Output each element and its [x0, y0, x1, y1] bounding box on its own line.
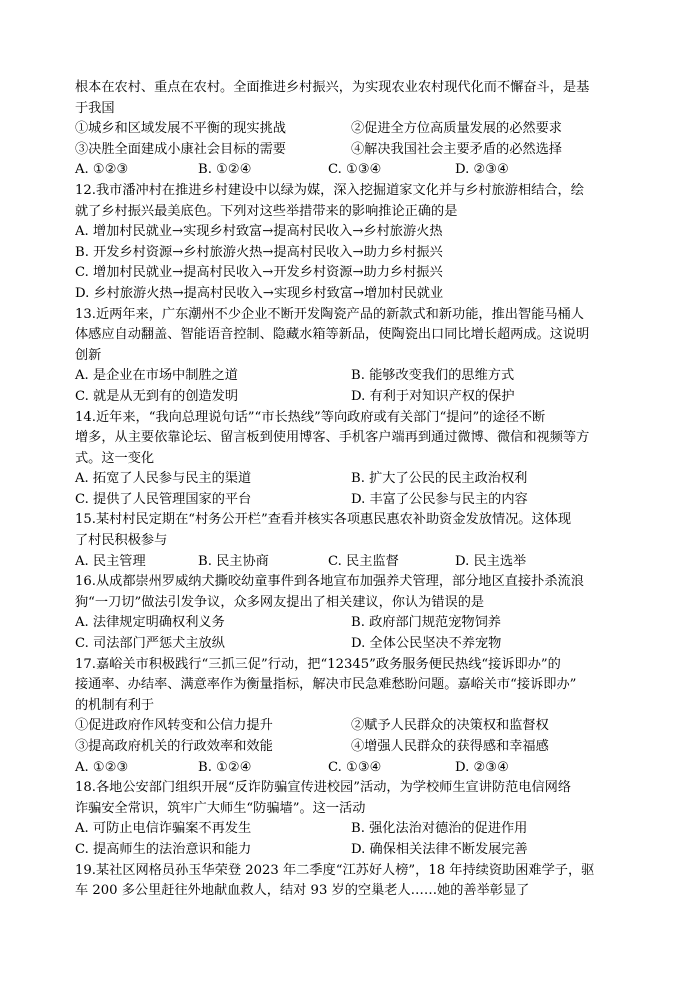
option-c: C. 就是从无到有的创造发明	[75, 388, 239, 404]
option-a: A. 增加村民就业→实现乡村致富→提高村民收入→乡村旅游火热	[75, 224, 443, 240]
option-b: B. ①②④	[198, 162, 252, 178]
option-a: A. 是企业在市场中制胜之道	[75, 368, 238, 384]
statement-row	[75, 140, 625, 161]
question-11	[75, 78, 625, 181]
question-stem-line: 增多，从主要依靠论坛、留言板到使用博客、手机客户端再到通过微博、微信和视频等方	[75, 430, 590, 446]
question-stem-line: 18.各地公安部门组织开展“反诈防骗宣传进校园”活动，为学校师生宣讲防范电信网络	[75, 780, 572, 796]
option-row	[75, 634, 625, 655]
question-stem-line: 14.近年来，“我向总理说句话”“市长热线”等向政府或有关部门“提问”的途径不断	[75, 409, 546, 425]
option-b: B. 强化法治对德治的促进作用	[351, 821, 528, 837]
question-stem-line: 就了乡村振兴最美底色。下列对这些举措带来的影响推论正确的是	[75, 203, 458, 219]
statement-item: ④增强人民群众的获得感和幸福感	[351, 739, 549, 754]
option-d: D. 确保相关法律不断发展完善	[351, 841, 528, 857]
question-stem-line: 诈骗安全常识，筑牢广大师生“防骗墙”。这一活动	[75, 800, 366, 816]
option-d: D. ②③④	[455, 759, 509, 775]
option-a: A. ①②③	[75, 759, 129, 775]
question-stem-line: 车 200 多公里赶往外地献血救人，结对 93 岁的空巢老人……她的善举彰显了	[75, 883, 530, 899]
option-row	[75, 469, 625, 490]
question-stem-line: 17.嘉峪关市积极践行“三抓三促”行动，把“12345”政务服务便民热线“接诉即办”的	[75, 656, 561, 672]
option-d: D. 全体公民坚决不养宠物	[351, 636, 502, 652]
statement-item: ①城乡和区域发展不平衡的现实挑战	[75, 121, 286, 137]
option-row	[75, 758, 625, 779]
question-15	[75, 510, 625, 572]
question-14	[75, 408, 625, 511]
question-stem-line: 于我国	[75, 100, 115, 116]
option-c: C. 司法部门严惩犬主放纵	[75, 636, 225, 652]
statement-row	[75, 737, 625, 758]
option-c: C. 提高师生的法治意识和能力	[75, 841, 252, 857]
option-d: D. ②③④	[455, 162, 509, 178]
option-row	[75, 819, 625, 840]
question-stem-line: 狗“一刀切”做法引发争议，众多网友提出了相关建议，你认为错误的是	[75, 594, 485, 610]
exam-page	[75, 78, 625, 902]
question-18	[75, 778, 625, 860]
option-c: C. ①③④	[328, 162, 382, 178]
option-d: D. 民主选举	[455, 553, 527, 569]
question-stem-line: 创新	[75, 347, 102, 363]
option-row	[75, 160, 625, 181]
question-stem-line: 15.某村村民定期在“村务公开栏”查看并核实各项惠民惠农补助资金发放情况。这体现	[75, 512, 572, 528]
statement-item: ③提高政府机关的行政效率和效能	[75, 739, 273, 754]
question-stem-line: 12.我市潘冲村在推进乡村建设中以绿为媒，深入挖掘道家文化并与乡村旅游相结合，绘	[75, 182, 584, 198]
question-stem-line: 接通率、办结率、满意率作为衡量指标，解决市民急难愁盼问题。嘉峪关市“接诉即办”	[75, 677, 577, 693]
option-d: D. 丰富了公民参与民主的内容	[351, 491, 528, 507]
option-b: B. 能够改变我们的思维方式	[351, 368, 515, 384]
question-stem-line: 根本在农村、重点在农村。全面推进乡村振兴，为实现农业农村现代化而不懈奋斗，是基	[75, 80, 590, 95]
option-a: A. 法律规定明确权利义务	[75, 615, 225, 631]
option-b: B. 政府部门规范宠物饲养	[351, 615, 501, 631]
option-c: C. 提供了人民管理国家的平台	[75, 491, 252, 507]
question-stem-line: 了村民积极参与	[75, 533, 168, 549]
option-c: C. 民主监督	[328, 553, 399, 569]
option-row	[75, 490, 625, 511]
statement-item: ④解决我国社会主要矛盾的必然选择	[351, 141, 562, 157]
option-a: A. 民主管理	[75, 553, 146, 569]
option-row	[75, 840, 625, 861]
statement-item: ②赋予人民群众的决策权和监督权	[351, 718, 549, 734]
option-d: D. 乡村旅游火热→提高村民收入→实现乡村致富→增加村民就业	[75, 285, 444, 301]
statement-item: ②促进全方位高质量发展的必然要求	[351, 121, 562, 137]
option-d: D. 有利于对知识产权的保护	[351, 388, 515, 404]
option-a: A. ①②③	[75, 162, 129, 178]
question-stem-line: 13.近两年来，广东潮州不少企业不断开发陶瓷产品的新款式和新功能，推出智能马桶人	[75, 306, 584, 322]
statement-row	[75, 119, 625, 140]
option-a: A. 可防止电信诈骗案不再发生	[75, 821, 252, 837]
question-stem-line: 体感应自动翻盖、智能语音控制、隐藏水箱等新品，使陶瓷出口同比增长超两成。这说明	[75, 327, 590, 343]
question-stem-line: 的机制有利于	[75, 697, 155, 713]
question-stem-line: 19.某社区网格员孙玉华荣登 2023 年二季度“江苏好人榜”，18 年持续资助困难学子，驱	[75, 862, 595, 878]
option-row	[75, 613, 625, 634]
option-b: B. 民主协商	[198, 553, 269, 569]
option-a: A. 拓宽了人民参与民主的渠道	[75, 471, 252, 487]
statement-row	[75, 716, 625, 737]
option-b: B. 开发乡村资源→乡村旅游火热→提高村民收入→助力乡村振兴	[75, 244, 443, 260]
option-c: C. 增加村民就业→提高村民收入→开发乡村资源→助力乡村振兴	[75, 265, 443, 281]
question-stem-line: 式。这一变化	[75, 450, 155, 466]
option-b: B. 扩大了公民的民主政治权利	[351, 471, 528, 487]
option-row	[75, 366, 625, 387]
question-19	[75, 861, 625, 902]
option-row	[75, 552, 625, 573]
statement-item: ①促进政府作风转变和公信力提升	[75, 718, 273, 734]
question-12	[75, 181, 625, 305]
option-c: C. ①③④	[328, 759, 382, 775]
option-row	[75, 387, 625, 408]
statement-item: ③决胜全面建成小康社会目标的需要	[75, 141, 286, 157]
question-17	[75, 655, 625, 779]
option-b: B. ①②④	[198, 759, 252, 775]
question-13	[75, 305, 625, 408]
question-stem-line: 16.从成都崇州罗威纳犬撕咬幼童事件到各地宣布加强养犬管理，部分地区直接扑杀流浪	[75, 574, 584, 590]
question-16	[75, 572, 625, 654]
